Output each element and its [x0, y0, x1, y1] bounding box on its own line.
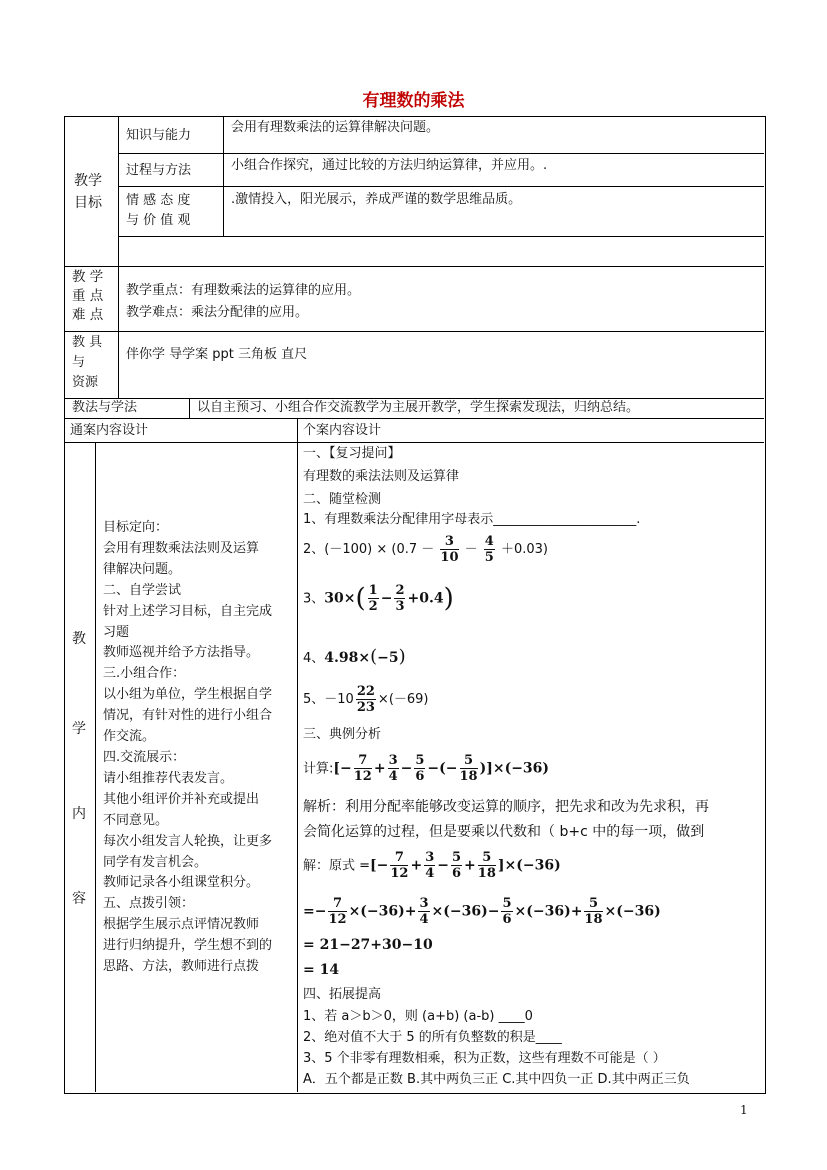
grid-line [189, 398, 190, 418]
review-text: 有理数的乘法法则及运算律 [303, 469, 460, 484]
objective-content-process: 小组合作探究，通过比较的方法归纳运算律，并应用。. [231, 158, 548, 173]
example-problem: 计算:[− $\frac{7}{12}$ + $\frac{3}{4}$ − $\frac{5}{6}$ −(− $\frac{5}{18}$ )]×(−36) [303, 753, 550, 784]
grid-line [118, 236, 764, 237]
grid-line [64, 266, 764, 267]
common-design-header: 通案内容设计 [70, 423, 149, 438]
grid-line [95, 442, 96, 1092]
resources-content: 伴你学 导学案 ppt 三角板 直尺 [126, 347, 308, 362]
grid-line [118, 153, 764, 154]
common-design-content: 目标定向： 会用有理数乘法法则及运算 律解决问题。 二、自学尝试 针对上述学习目标，自主完成 习题 教师巡视并给予方法指导。 三.小组合作： 以小组为单位，学生根据自学 情况，有针对性的进行小组合 作交流。 四.交流展示： 请小组推荐代表发言。 其他小组评价并补充或提出 不同意见。 每次小组发言人轮换，让更多 同学有发言机会。 教师记录各小组课堂积分。 五、点拨引领： 根据学生展示点评情况教师 进行归纳提升，学生想不到的 思路、方法，教师进行点拨 [103, 520, 273, 975]
document-title: 有理数的乘法 [362, 91, 465, 111]
individual-design-content [298, 443, 764, 1091]
extension-3-options: A．五个都是正数 B.其中两负三正 C.其中四负一正 D.其中两正三负 [303, 1072, 690, 1087]
question-2: 2、(－100) × (0.7 － $\frac{3}{10}$ － $\frac{4}{5}$ ＋0.03) [303, 534, 549, 565]
objectives-header: 教学 目标 [74, 173, 102, 211]
objective-label-process: 过程与方法 [126, 163, 192, 178]
individual-design-header: 个案内容设计 [303, 423, 382, 438]
grid-line [64, 331, 764, 332]
extension-3: 3、5 个非零有理数相乘，积为正数，这些有理数不可能是（ ） [303, 1051, 666, 1066]
review-title: 一、【复习提问】 [303, 446, 401, 461]
example-title: 三、典例分析 [303, 727, 382, 742]
objective-label-attitude: 情 感 态 度 与 价 值 观 [126, 193, 191, 228]
methods-content: 以自主预习、小组合作交流教学为主展开教学，学生探索发现法，归纳总结。 [197, 400, 640, 415]
solution-step-4: = 14 [303, 962, 340, 978]
objective-content-attitude: .激情投入，阳光展示，养成严谨的数学思维品质。 [231, 192, 522, 207]
analysis-line-1: 解析：利用分配率能够改变运算的顺序，把先求和改为先求积，再 [303, 799, 709, 815]
key-points-header: 教 学 重 点 难 点 [72, 269, 104, 323]
resources-header: 教 具 与 资源 [72, 335, 103, 390]
solution-step-2: =− $\frac{7}{12}$ ×(−36)+ $\frac{3}{4}$ ×(−36)− $\frac{5}{6}$ ×(−36)+ $\frac{5}{18}$ ×(−36) [303, 896, 661, 927]
content-label-2: 学 [72, 721, 86, 737]
content-label-1: 教 [72, 631, 86, 647]
question-1: 1、有理数乘法分配律用字母表示______________________. [303, 512, 641, 527]
methods-label: 教法与学法 [72, 400, 138, 415]
grid-line [118, 117, 119, 398]
extension-1: 1、若 a＞b＞0，则 (a+b) (a-b) ____0 [303, 1009, 533, 1024]
objective-content-knowledge: 会用有理数乘法的运算律解决问题。 [231, 120, 440, 135]
grid-line [64, 418, 764, 419]
check-title: 二、随堂检测 [303, 492, 382, 507]
question-3: 3、30×( $\frac{1}{2}$ − $\frac{2}{3}$ +0.4) [303, 583, 454, 614]
extension-title: 四、拓展提高 [303, 987, 382, 1002]
grid-line [223, 117, 224, 236]
analysis-line-2: 会简化运算的过程，但是要乘以代数和（ b+c 中的每一项，做到 [303, 824, 705, 840]
content-label-3: 内 [72, 806, 86, 822]
question-5: 5、－10 $\frac{22}{23}$ ×(－69) [303, 684, 429, 715]
solution-step-1: 解：原式 =[− $\frac{7}{12}$ + $\frac{3}{4}$ − $\frac{5}{6}$ + $\frac{5}{18}$ ]×(−36) [303, 850, 561, 881]
extension-2: 2、绝对值不大于 5 的所有负整数的积是____ [303, 1030, 562, 1045]
question-4: 4、4.98×(−5) [303, 646, 406, 667]
objective-label-knowledge: 知识与能力 [126, 128, 192, 143]
solution-step-3: = 21−27+30−10 [303, 937, 433, 953]
page-number: 1 [740, 1103, 748, 1117]
grid-line [118, 186, 764, 187]
content-label-4: 容 [72, 891, 86, 907]
key-points-content: 教学重点：有理数乘法的运算律的应用。 教学难点：乘法分配律的应用。 [126, 283, 361, 320]
